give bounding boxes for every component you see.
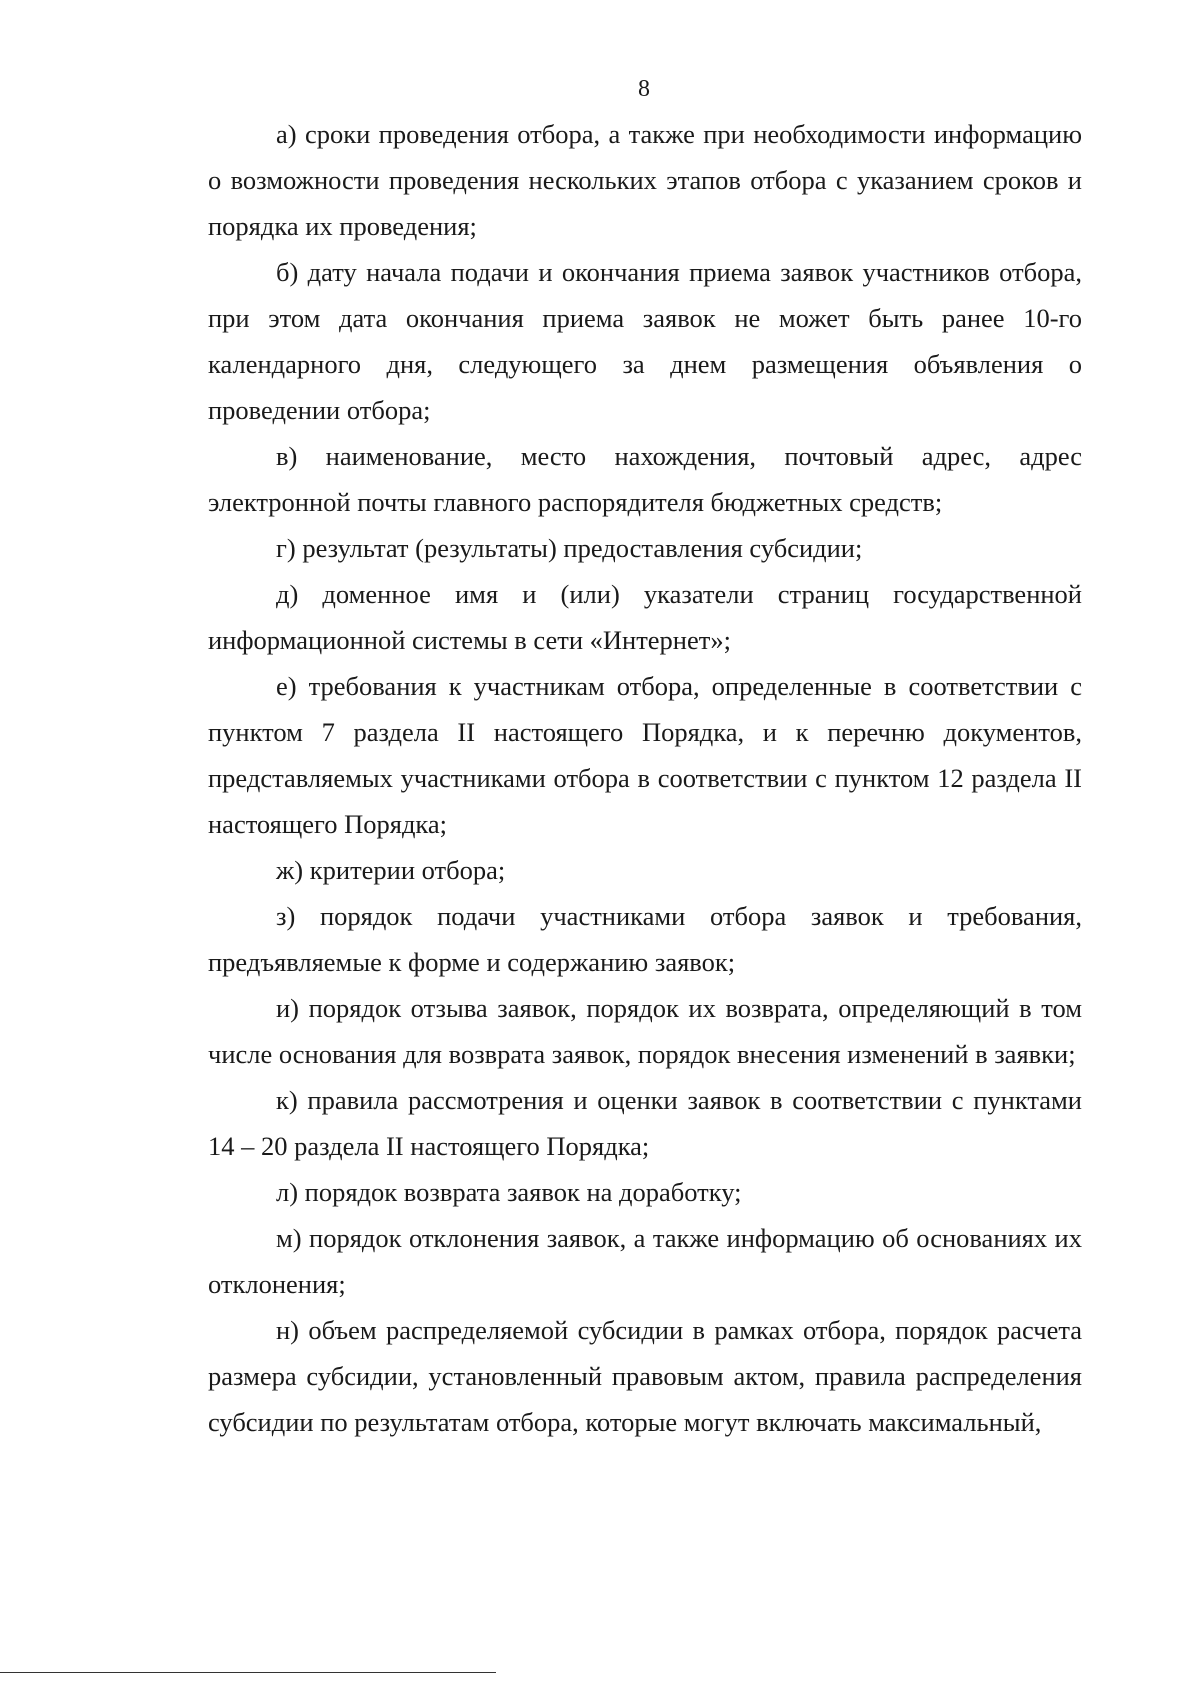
bottom-divider-line — [0, 1672, 496, 1673]
paragraph-l: л) порядок возврата заявок на доработку; — [276, 1177, 742, 1207]
paragraph-i: и) порядок отзыва заявок, порядок их возврата, определяющий в том числе основания для возврата заявок, порядок внесения изменений в заявки; — [208, 993, 1082, 1069]
paragraph-m: м) порядок отклонения заявок, а также информацию об основаниях их отклонения; — [208, 1223, 1082, 1299]
paragraph-z: з) порядок подачи участниками отбора заявок и требования, предъявляемые к форме и содержанию заявок; — [208, 901, 1082, 977]
paragraph-k: к) правила рассмотрения и оценки заявок в соответствии с пунктами 14 – 20 раздела II настоящего Порядка; — [208, 1085, 1082, 1161]
document-body — [208, 111, 1082, 1445]
paragraph-d: д) доменное имя и (или) указатели страниц государственной информационной системы в сети «Интернет»; — [208, 579, 1082, 655]
paragraph-v: в) наименование, место нахождения, почтовый адрес, адрес электронной почты главного распорядителя бюджетных средств; — [208, 441, 1082, 517]
paragraph-zh: ж) критерии отбора; — [276, 855, 506, 885]
page-number: 8 — [638, 76, 650, 102]
paragraph-e: е) требования к участникам отбора, определенные в соответствии с пунктом 7 раздела II настоящего Порядка, и к перечню документов, представляемых участниками отбора в соответствии с пунктом 12 раздела II настоящего Порядка; — [208, 671, 1082, 839]
paragraph-a: а) сроки проведения отбора, а также при необходимости информацию о возможности проведения нескольких этапов отбора с указанием сроков и порядка их проведения; — [208, 119, 1082, 241]
paragraph-b: б) дату начала подачи и окончания приема заявок участников отбора, при этом дата окончания приема заявок не может быть ранее 10-го календарного дня, следующего за днем размещения объявления о проведении отбора; — [208, 257, 1082, 425]
paragraph-g: г) результат (результаты) предоставления субсидии; — [276, 533, 863, 563]
paragraph-n: н) объем распределяемой субсидии в рамках отбора, порядок расчета размера субсидии, установленный правовым актом, правила распределения субсидии по результатам отбора, которые могут включать максимальный, — [208, 1315, 1082, 1437]
